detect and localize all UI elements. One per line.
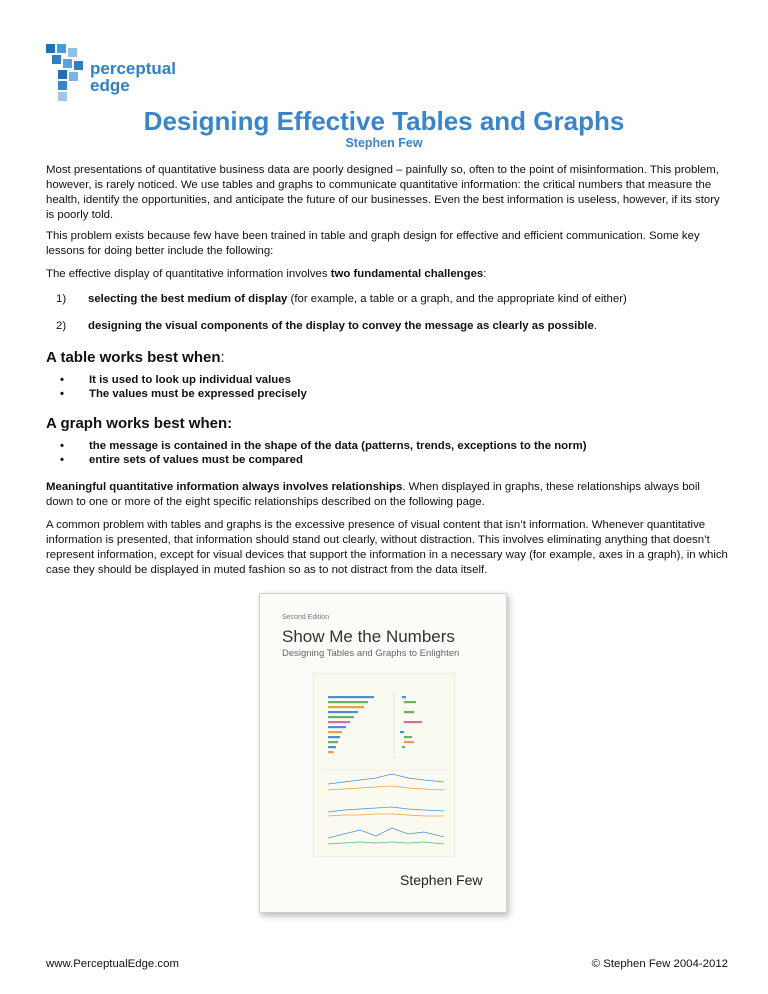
table-bullet: • It is used to look up individual values xyxy=(60,374,291,386)
challenges-paragraph: The effective display of quantitative information involves two fundamental challenges: xyxy=(46,268,487,280)
book-dashboard-illustration xyxy=(313,673,455,857)
page-title: Designing Effective Tables and Graphs xyxy=(143,106,625,136)
footer-website: www.PerceptualEdge.com xyxy=(46,958,179,970)
logo-line-1: perceptual xyxy=(90,59,176,78)
book-cover-image xyxy=(259,593,507,913)
challenge-item-1: 1) selecting the best medium of display (for example, a table or a graph, and the appropriate kind of either) xyxy=(56,293,627,305)
book-author: Stephen Few xyxy=(400,872,483,888)
intro-paragraph: Most presentations of quantitative business data are poorly designed – painfully so, often to the point of misinformation. This problem, however, is rarely noticed. We use tables and graphs to communicate quantitative information: the critical numbers that measure the health, identify the opportunities, and anticipate the future of our businesses. Even the best information is useless, however, if its story is poorly told. xyxy=(46,164,720,221)
book-edition: Second Edition xyxy=(282,614,330,621)
visual-content-paragraph: A common problem with tables and graphs is the excessive presence of visual content that isn’t information. Whenever quantitative information is presented, that information should stand out clearly, without distraction. This involves eliminating anything that doesn’t represent information, except for visual devices that support the information in a necessary way (for example, axes in a graph), in which case they should be displayed in muted fashion so as to not distract from the data itself. xyxy=(46,519,728,576)
cause-paragraph: This problem exists because few have been trained in table and graph design for effective and efficient communication. Some key lessons for doing better include the following: xyxy=(46,230,700,257)
book-subtitle: Designing Tables and Graphs to Enlighten xyxy=(282,648,460,659)
graph-heading: A graph works best when: xyxy=(46,415,233,432)
book-title: Show Me the Numbers xyxy=(282,627,455,646)
perceptual-edge-logo xyxy=(44,42,184,108)
footer-copyright: © Stephen Few 2004-2012 xyxy=(591,958,728,970)
graph-bullet: • entire sets of values must be compared xyxy=(60,454,303,466)
dashboard-graphic xyxy=(314,674,454,856)
table-heading: A table works best when: xyxy=(46,349,225,366)
challenge-item-2: 2) designing the visual components of the display to convey the message as clearly as possible. xyxy=(56,320,597,332)
graph-bullet: • the message is contained in the shape of the data (patterns, trends, exceptions to the norm) xyxy=(60,440,587,452)
table-bullet: • The values must be expressed precisely xyxy=(60,388,307,400)
author-name: Stephen Few xyxy=(345,136,423,150)
relationships-paragraph: Meaningful quantitative information always involves relationships. When displayed in graphs, these relationships always boil down to one or more of the eight specific relationships described on the following page. xyxy=(46,481,700,508)
logo-mark-icon xyxy=(44,42,88,104)
logo-line-2: edge xyxy=(90,76,130,95)
